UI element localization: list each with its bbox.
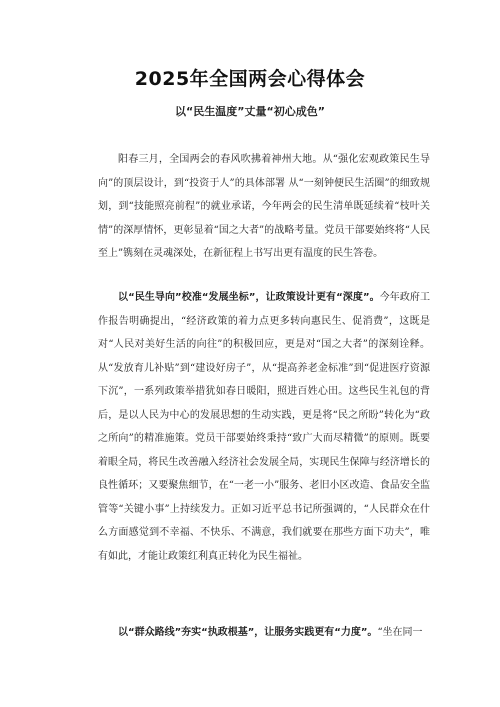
paragraph-lead: 以“群众路线”夯实“执政根基”，让服务实践更有“力度”。: [118, 627, 378, 638]
paragraph-text: 今年政府工作报告明确提出，“经济政策的着力点更多转向惠民生、促消费”，这既是对“人民对美好生活的向往”的积极回应，更是对“国之大者”的深刻诠释。从“发放育儿补贴”到“建设好房子”，从“提高养老金标准”到“促进医疗资源下沉”，一系列政策举措犹如春日暖阳，照进百姓心田。这些民生礼包的背后，是以人民为中心的发展思想的生动实践，更是将“民之所盼”转化为“政之所向”的精准施策。党员干部要始终秉持“致广大而尽精微”的原则。既要着眼全局，将民生改善融入经济社会发展全局，实现民生保障与经济增长的良性循环；又要聚焦细节，在“一老一小”服务、老旧小区改造、食品安全监管等“关键小事”上持续发力。正如习近平总书记所强调的，“人民群众在什么方面感觉到不幸福、不快乐、不满意，我们就要在那些方面下功夫”，唯有如此，才能让政策红利真正转化为民生福祉。: [98, 292, 431, 562]
page-title: 2025年全国两会心得体会: [134, 68, 366, 90]
paragraph-mass-line: [98, 621, 430, 645]
paragraph-text: 阳春三月，全国两会的春风吹拂着神州大地。从“强化宏观政策民生导向”的顶层设计，到“投资于人”的具体部署 从“一刻钟便民生活圈”的细致规划，到“技能照亮前程”的就业承诺，今年两会的民生清单既延续着“枝叶关情”的深厚情怀，更彰显着“国之大者”的战略考量。党员干部要始终将“人民至上”镌刻在灵魂深处，在新征程上书写出更有温度的民生答卷。: [98, 154, 430, 259]
paragraph-policy-design: [98, 286, 430, 568]
paragraph-lead: 以“民生导向”校准“发展坐标”，让政策设计更有“深度”。: [118, 292, 380, 303]
paragraph-text: “坐在同一: [377, 627, 423, 638]
paragraph-intro: [98, 148, 430, 266]
page-subtitle: 以“民生温度”丈量“初心成色”: [175, 105, 325, 118]
